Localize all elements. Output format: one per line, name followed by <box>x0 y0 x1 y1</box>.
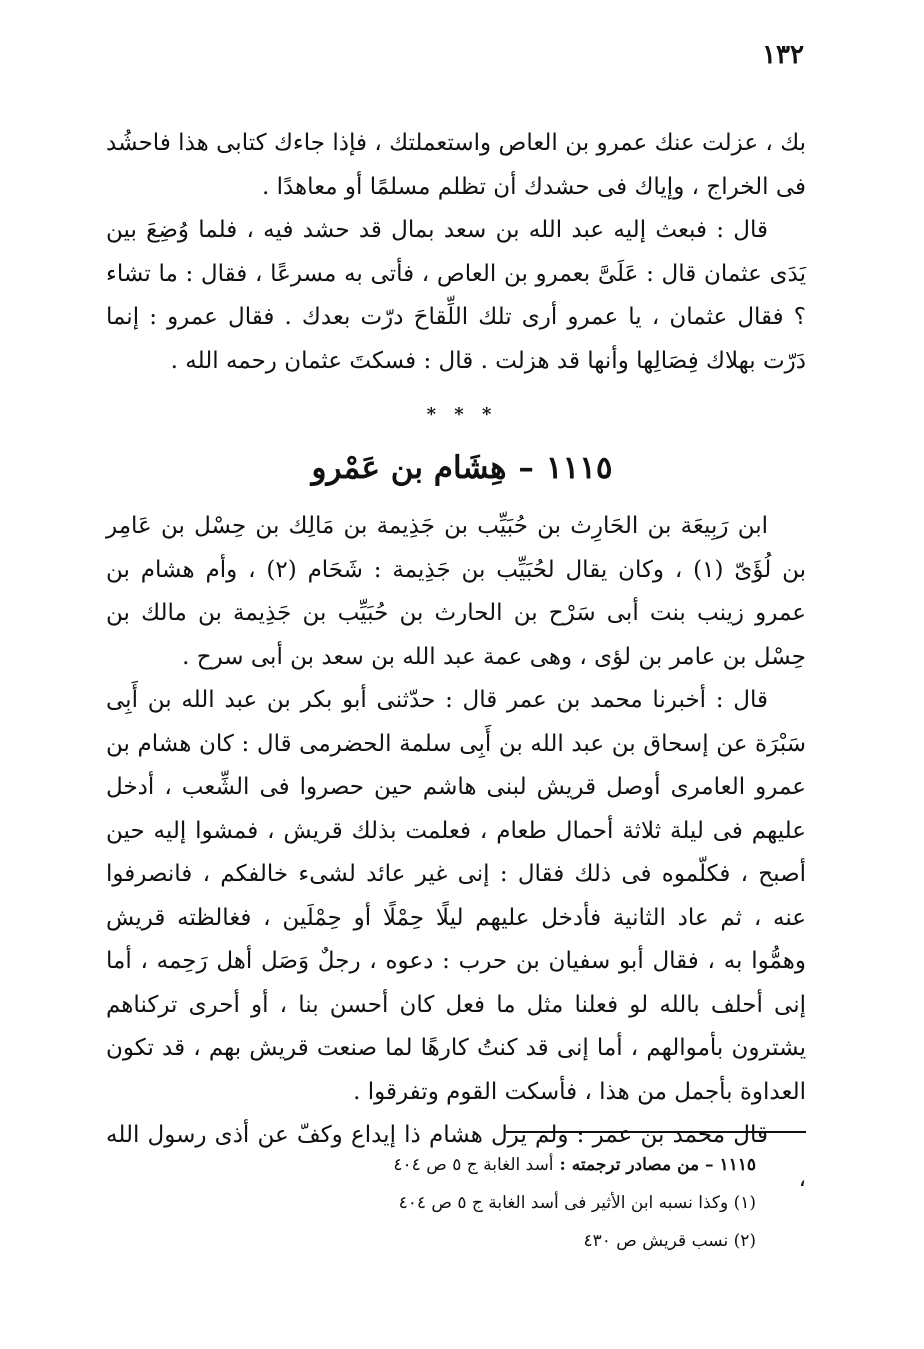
footnote-ref-2[interactable]: (٢) <box>266 556 297 583</box>
paragraph-letter-end: بك ، عزلت عنك عمرو بن العاص واستعملتك ، فإذا جاءك كتابى هذا فاحشُد فى الخراج ، وإياك فى حشدك أن تظلم مسلمًا أو معاهدًا . <box>106 130 806 200</box>
entry-body <box>106 505 806 1201</box>
footnote-sources <box>156 1146 756 1184</box>
footnote-ref-1[interactable]: (١) <box>693 556 724 583</box>
footnote-sources-text: أسد الغابة ج ٥ ص ٤٠٤ <box>393 1155 554 1175</box>
lineage-part-3: ، وأم هشام بن عمرو زينب بنت أبى سَرْح بن الحارث بن حُبَيِّب بن جَذِيمة بن مالك بن حِسْل بن عامر بن لؤى ، وهى عمة عبد الله بن سعد بن أبى سرح . <box>106 556 806 670</box>
section-heading <box>0 443 924 493</box>
paragraph-continuation: قال محمد بن عمر : ولم يزل هشام ذا إيداع وكفّ عن أذى رسول الله ، <box>106 1122 806 1192</box>
footnote-divider <box>506 1131 806 1133</box>
section-dash: – <box>518 450 534 486</box>
lineage-part-1: ابن رَبِيعَة بن الحَارِث بن حُبَيِّب بن جَذِيمة بن مَالِك بن حِسْل بن عَامِر بن لُؤَىّ <box>106 513 807 583</box>
paragraph-lineage <box>106 505 806 679</box>
footnote-1: (١) وكذا نسبه ابن الأثير فى أسد الغابة ج ٥ ص ٤٠٤ <box>398 1193 756 1213</box>
footnotes <box>156 1146 756 1260</box>
lineage-part-2: ، وكان يقال لحُبَيِّب بن جَذِيمة : شَحَام <box>307 556 683 583</box>
footnote-sources-head: ١١١٥ – من مصادر ترجمته : <box>559 1155 756 1175</box>
page-number: ١٣٢ <box>762 40 804 70</box>
paragraph-uthman-amr: قال : فبعث إليه عبد الله بن سعد بمال قد حشد فيه ، فلما وُضِعَ بين يَدَى عثمان قال : عَلَىَّ بعمرو بن العاص ، فأتى به مسرعًا ، فقال : ما تشاء ؟ فقال عثمان ، يا عمرو أرى تلك اللِّقاحَ درّت بعدك . فقال عمرو : إنما دَرّت بهلاك فِصَالِها وأنها قد هزلت . قال : فسكتَ عثمان رحمه الله . <box>106 217 806 374</box>
section-title: هِشَام بن عَمْرو <box>311 450 507 486</box>
section-number: ١١١٥ <box>545 450 613 486</box>
previous-entry-continuation <box>106 122 806 383</box>
section-separator: * * * <box>426 404 498 425</box>
paragraph-narration: قال : أخبرنا محمد بن عمر قال : حدّثنى أبو بكر بن عبد الله بن أَبِى سَبْرَة عن إسحاق بن عبد الله بن أَبِى سلمة الحضرمى قال : كان هشام بن عمرو العامرى أوصل قريش لبنى هاشم حين حصروا فى الشِّعب ، أدخل عليهم فى ليلة ثلاثة أحمال طعام ، فعلمت بذلك قريش ، فمشوا إليه حين أصبح ، فكلّموه فى ذلك فقال : إنى غير عائد لشىء خالفكم ، فانصرفوا عنه ، ثم عاد الثانية فأدخل عليهم ليلًا حِمْلًا أو حِمْلَين ، فغالظته قريش وهمُّوا به ، فقال أبو سفيان بن حرب : دعوه ، رجلٌ وَصَل أهل رَحِمه ، أما إنى أحلف بالله لو فعلنا مثل ما فعل كان أحسن بنا ، أو أحرى تركناهم يشترون بأموالهم ، أما إنى قد كنتُ كارهًا لما صنعت قريش بهم ، قد تكون العداوة بأجمل من هذا ، فأسكت القوم وتفرقوا . <box>106 687 806 1105</box>
footnote-2: (٢) نسب قريش ص ٤٣٠ <box>583 1231 756 1251</box>
